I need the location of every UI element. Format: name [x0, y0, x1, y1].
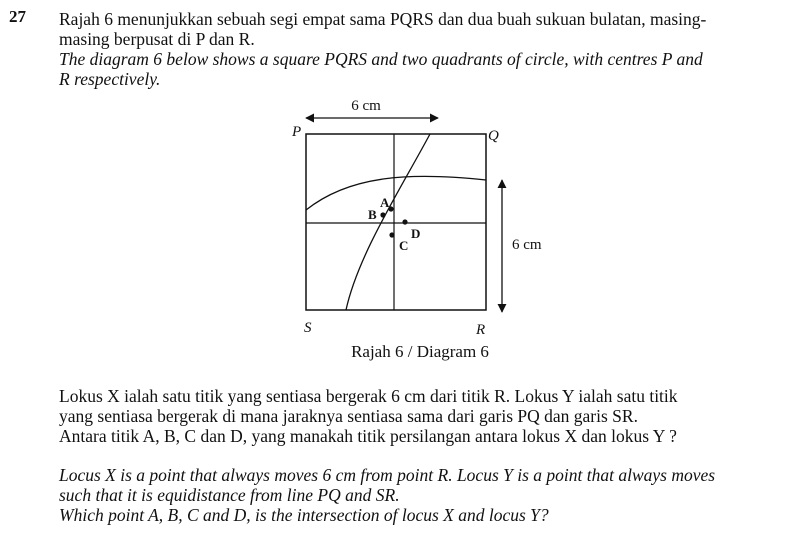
- height-label: 6 cm: [512, 237, 542, 253]
- question-intro: [59, 9, 787, 89]
- locus-malay-line-3: Antara titik A, B, C dan D, yang manakah titik persilangan antara lokus X dan lokus Y ?: [59, 426, 677, 446]
- locus-english-line-3: Which point A, B, C and D, is the intersection of locus X and locus Y?: [59, 505, 549, 525]
- locus-malay-line-1: Lokus X ialah satu titik yang sentiasa bergerak 6 cm dari titik R. Lokus Y ialah satu titik: [59, 386, 678, 406]
- point-a-label: A: [380, 195, 390, 210]
- point-b-dot: [380, 212, 385, 217]
- locus-english-line-1: Locus X is a point that always moves 6 cm from point R. Locus Y is a point that always moves: [59, 465, 716, 485]
- point-d-label: D: [411, 226, 421, 241]
- intro-malay-line-1: Rajah 6 menunjukkan sebuah segi empat sama PQRS dan dua buah sukuan bulatan, masing-: [59, 9, 707, 29]
- intro-english-line-2: R respectively.: [59, 69, 161, 89]
- vertex-r-label: R: [476, 322, 486, 338]
- diagram-caption: Rajah 6 / Diagram 6: [351, 342, 489, 361]
- vertex-s-label: S: [304, 320, 312, 336]
- square-pqrs: [306, 134, 486, 310]
- intro-malay-line-2: masing berpusat di P dan R.: [59, 29, 255, 49]
- vertex-q-label: Q: [488, 128, 499, 144]
- diagram-6: [270, 90, 570, 365]
- locus-question-english: [59, 465, 787, 525]
- locus-malay-line-2: yang sentiasa bergerak di mana jaraknya sentiasa sama dari garis PQ dan garis SR.: [59, 406, 638, 426]
- point-c-dot: [389, 232, 394, 237]
- quadrant-arc-p: [306, 176, 486, 210]
- vertex-p-label: P: [292, 124, 302, 140]
- width-label: 6 cm: [351, 98, 381, 114]
- locus-question-malay: [59, 386, 787, 446]
- point-b-label: B: [368, 207, 377, 222]
- intro-english-line-1: The diagram 6 below shows a square PQRS and two quadrants of circle, with centres P and: [59, 49, 703, 69]
- question-number: 27: [9, 7, 26, 26]
- point-c-label: C: [399, 238, 409, 253]
- quadrant-arc-r: [346, 134, 430, 310]
- point-d-dot: [402, 219, 407, 224]
- locus-english-line-2: such that it is equidistance from line PQ and SR.: [59, 485, 400, 505]
